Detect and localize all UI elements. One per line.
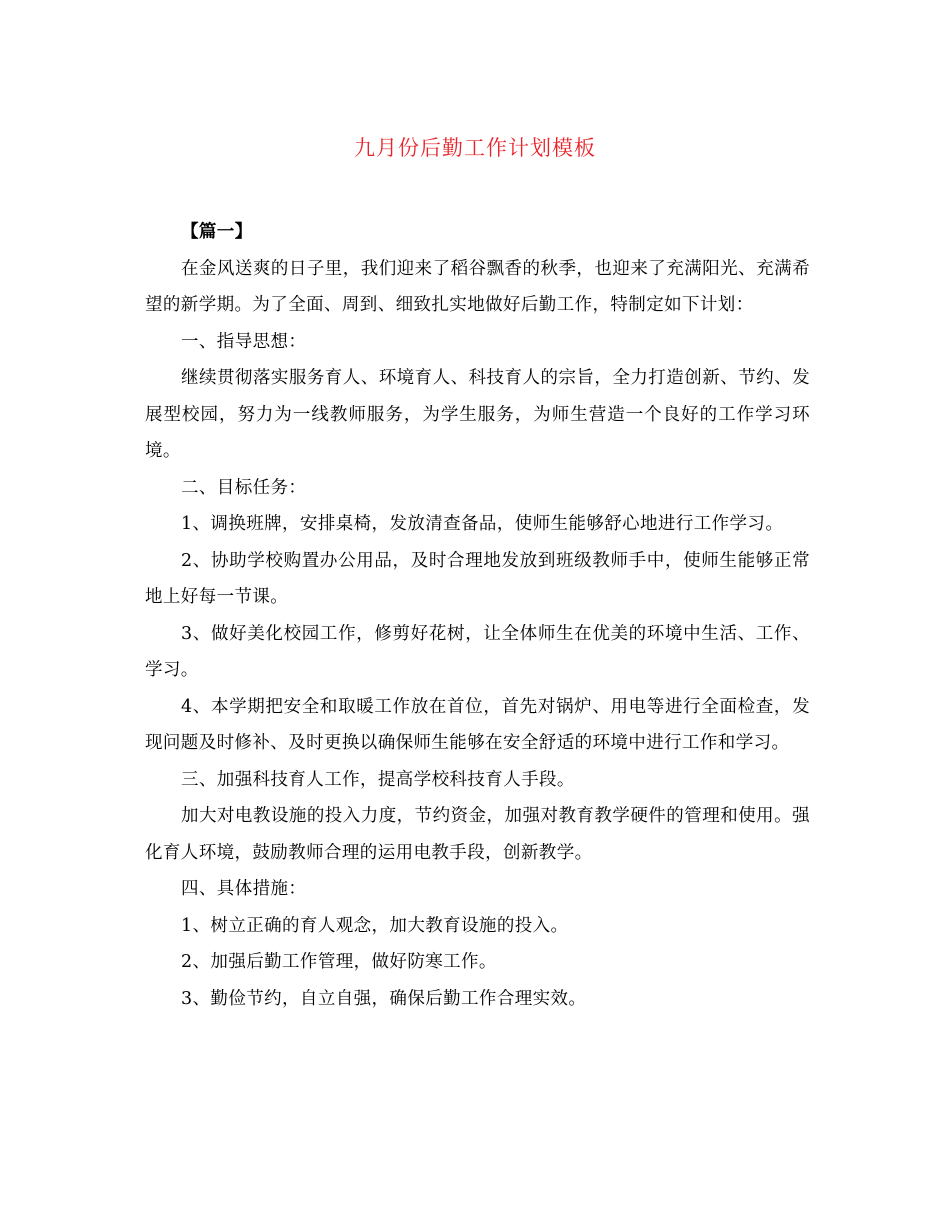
goal-item-4: 4、本学期把安全和取暖工作放在首位，首先对锅炉、用电等进行全面检查，发现问题及时修补、及时更换以确保师生能够在安全舒适的环境中进行工作和学习。 (145, 696, 810, 753)
heading-measures: 四、具体措施： (181, 879, 307, 899)
heading-goals: 二、目标任务： (181, 477, 307, 498)
paragraph-guiding-ideology: 继续贯彻落实服务育人、环境育人、科技育人的宗旨，全力打造创新、节约、发展型校园，努力为一线教师服务，为学生服务，为师生营造一个良好的工作学习环境。 (145, 368, 810, 461)
goal-item-2: 2、协助学校购置办公用品，及时合理地发放到班级教师手中，使师生能够正常地上好每一节课。 (145, 550, 810, 607)
goal-item-3: 3、做好美化校园工作，修剪好花树，让全体师生在优美的环境中生活、工作、学习。 (145, 623, 810, 680)
paragraph-tech-education: 加大对电教设施的投入力度，节约资金，加强对教育教学硬件的管理和使用。强化育人环境，鼓励教师合理的运用电教手段，创新教学。 (145, 806, 810, 863)
section-heading: 【篇一】 (181, 222, 253, 242)
document-body (145, 214, 810, 1017)
document-title: 九月份后勤工作计划模板 (354, 136, 596, 160)
heading-tech-education: 三、加强科技育人工作，提高学校科技育人手段。 (181, 769, 575, 790)
measure-item-2: 2、加强后勤工作管理，做好防寒工作。 (181, 952, 497, 972)
measure-item-3: 3、勤俭节约，自立自强，确保后勤工作合理实效。 (181, 988, 587, 1009)
paragraph-intro: 在金风送爽的日子里，我们迎来了稻谷飘香的秋季，也迎来了充满阳光、充满希望的新学期。为了全面、周到、细致扎实地做好后勤工作，特制定如下计划： (145, 258, 810, 315)
goal-item-1: 1、调换班牌，安排桌椅，发放清查备品，使师生能够舒心地进行工作学习。 (181, 514, 784, 534)
heading-guiding-ideology: 一、指导思想： (181, 331, 307, 352)
measure-item-1: 1、树立正确的育人观念，加大教育设施的投入。 (181, 915, 569, 936)
